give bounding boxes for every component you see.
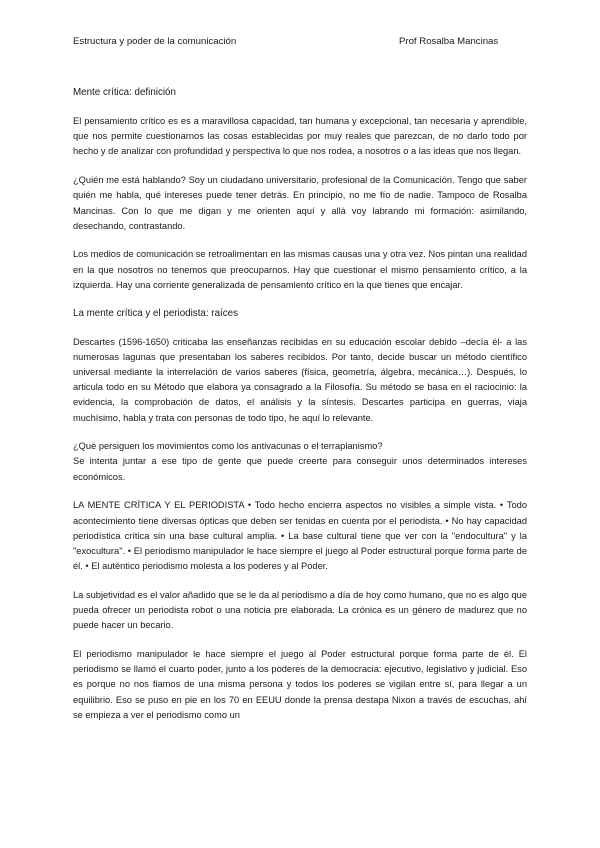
paragraph: El pensamiento crítico es es a maravillosa capacidad, tan humana y excepcional, tan necesaria y aprendible, que nos permite cuestionarnos las cosas establecidas por muy reales que parezcan, de no darlo todo por hecho y de analizar con profundidad y perspectiva lo que nos rodea, a nosotros o a las ideas que nos llegan.: [73, 116, 527, 157]
answer: Se intenta juntar a ese tipo de gente que puede creerte para conseguir unos determinados intereses económicos.: [73, 456, 527, 482]
paragraph: ¿Quién me está hablando? Soy un ciudadano universitario, profesional de la Comunicación. Tengo que saber quién me habla, qué intereses puede tener detrás. En principio, no me fío de nadie. Tampoco de Rosalba Mancinas. Con lo que me digan y me orienten aquí y allá voy labrando mi formación: asimilando, desechando, contrastando.: [73, 175, 527, 231]
question: ¿Qué persiguen los movimientos como los antivacunas o el terraplanismo?: [73, 441, 383, 452]
paragraph: Descartes (1596-1650) criticaba las enseñanzas recibidas en su educación escolar debido –decía él- a las numerosas lagunas que presentaban los saberes recibidos. Por tanto, decide buscar un método científico universal mediante la interrelación de varios saberes (física, geometría, álgebra, mecánica…). Después, lo articula todo en su Método que elabora ya consagrado a la Filosofía. Su método se basa en el raciocinio: la evidencia, la comprobación de datos, el análisis y la síntesis. Descartes participa en guerras, viaja muchísimo, habla y trata con personas de todo tipo, he aquí lo relevante.: [73, 336, 527, 423]
paragraph: Los medios de comunicación se retroalimentan en las mismas causas una y otra vez. Nos pintan una realidad en la que nosotros no tenemos que preocuparnos. Hay que cuestionar el mismo pensamiento crítico, a la izquierda. Hay una corriente generalizada de pensamiento crítico en la que tienes que encajar.: [73, 249, 527, 290]
course-title: Estructura y poder de la comunicación: [73, 36, 237, 47]
section-heading-definition: Mente crítica: definición: [73, 87, 176, 98]
paragraph: LA MENTE CRÍTICA Y EL PERIODISTA • Todo hecho encierra aspectos no visibles a simple vista. • Todo acontecimiento tiene diversas ópticas que deben ser tenidas en cuenta por el periodista. • No hay capacidad periodística crítica sin una base cultural amplia. • La base cultural tiene que ver con la "endocultura" y la "exocultura". • El periodismo manipulador le hace siempre el juego al Poder estructural porque forma parte de él. • El auténtico periodismo molesta a los poderes y al Poder.: [73, 500, 527, 572]
document-body: [73, 86, 527, 737]
section-heading-roots: La mente crítica y el periodista: raíces: [73, 307, 238, 319]
paragraph: El periodismo manipulador le hace siempre el juego al Poder estructural porque forma parte de él. El periodismo se llamó el cuarto poder, junto a los poderes de la democracia: ejecutivo, legislativo y judicial. Eso es porque no nos fiamos de una misma persona y todos los poderes se vigilan entre sí, para llegar a un equilibrio. Eso se puso en pie en los 70 en EEUU donde la prensa destapa Nixon a través de escuchas, ahí se empieza a ver el periodismo como un: [73, 648, 527, 720]
paragraph: La subjetividad es el valor añadido que se le da al periodismo a día de hoy como humano, que no es algo que pueda ofrecer un periodista robot o una noticia pre elaborada. La crónica es un género de madurez que no puede hacer un becario.: [73, 589, 527, 631]
professor-name: Prof Rosalba Mancinas: [399, 36, 499, 47]
